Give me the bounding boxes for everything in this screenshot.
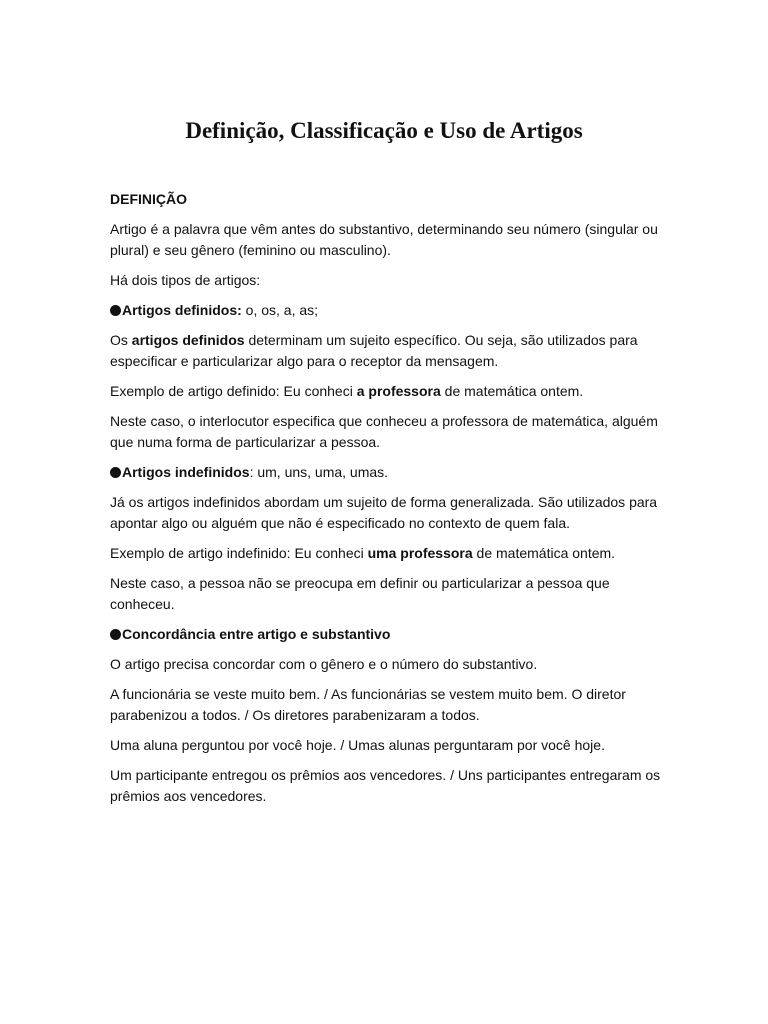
definidos-example bbox=[110, 381, 666, 402]
bullet-label: Concordância entre artigo e substantivo bbox=[122, 626, 391, 642]
bullet-text: : um, uns, uma, umas. bbox=[249, 464, 389, 480]
bullet-text: o, os, a, as; bbox=[241, 302, 319, 318]
concordancia-example: Uma aluna perguntou por você hoje. / Umas alunas perguntaram por você hoje. bbox=[110, 737, 605, 753]
bullet-icon bbox=[110, 305, 121, 316]
bullet-label: Artigos definidos: bbox=[122, 302, 242, 318]
text-run: determinam um sujeito específico. Ou seja, são utilizados para especificar e particularizar algo para o receptor da mensagem. bbox=[110, 332, 638, 369]
intro-paragraph: Há dois tipos de artigos: bbox=[110, 272, 261, 288]
text-run: de matemática ontem. bbox=[440, 383, 584, 399]
concordancia-rule: O artigo precisa concordar com o gênero e o número do substantivo. bbox=[110, 656, 538, 672]
definidos-note: Neste caso, o interlocutor especifica que conheceu a professora de matemática, alguém que numa forma de particularizar a pessoa. bbox=[110, 413, 658, 450]
document-body bbox=[110, 189, 666, 816]
indefinidos-note: Neste caso, a pessoa não se preocupa em definir ou particularizar a pessoa que conheceu. bbox=[110, 575, 610, 612]
definidos-description bbox=[110, 330, 666, 372]
section-heading: DEFINIÇÃO bbox=[110, 191, 187, 207]
bullet-artigos-indefinidos bbox=[110, 462, 666, 483]
page-title: Definição, Classificação e Uso de Artigos bbox=[185, 118, 583, 143]
text-run: Exemplo de artigo definido: Eu conheci bbox=[110, 383, 357, 399]
text-run: Os bbox=[110, 332, 132, 348]
concordancia-example: A funcionária se veste muito bem. / As funcionárias se vestem muito bem. O diretor parabenizou a todos. / Os diretores parabenizaram a todos. bbox=[110, 686, 626, 723]
indefinidos-description: Já os artigos indefinidos abordam um sujeito de forma generalizada. São utilizados para apontar algo ou alguém que não é especificado no contexto de quem fala. bbox=[110, 494, 658, 531]
indefinidos-example bbox=[110, 543, 666, 564]
bullet-artigos-definidos bbox=[110, 300, 666, 321]
bold-term: uma professora bbox=[367, 545, 473, 561]
text-run: Exemplo de artigo indefinido: Eu conheci bbox=[110, 545, 368, 561]
bullet-label: Artigos indefinidos bbox=[122, 464, 250, 480]
bullet-icon bbox=[110, 629, 121, 640]
definition-paragraph: Artigo é a palavra que vêm antes do substantivo, determinando seu número (singular ou plural) e seu gênero (feminino ou masculino). bbox=[110, 221, 658, 258]
concordancia-example: Um participante entregou os prêmios aos vencedores. / Uns participantes entregaram os prêmios aos vencedores. bbox=[110, 767, 661, 804]
bold-term: a professora bbox=[356, 383, 441, 399]
bullet-concordancia bbox=[110, 624, 666, 645]
bullet-icon bbox=[110, 467, 121, 478]
text-run: de matemática ontem. bbox=[472, 545, 616, 561]
bold-term: artigos definidos bbox=[131, 332, 245, 348]
